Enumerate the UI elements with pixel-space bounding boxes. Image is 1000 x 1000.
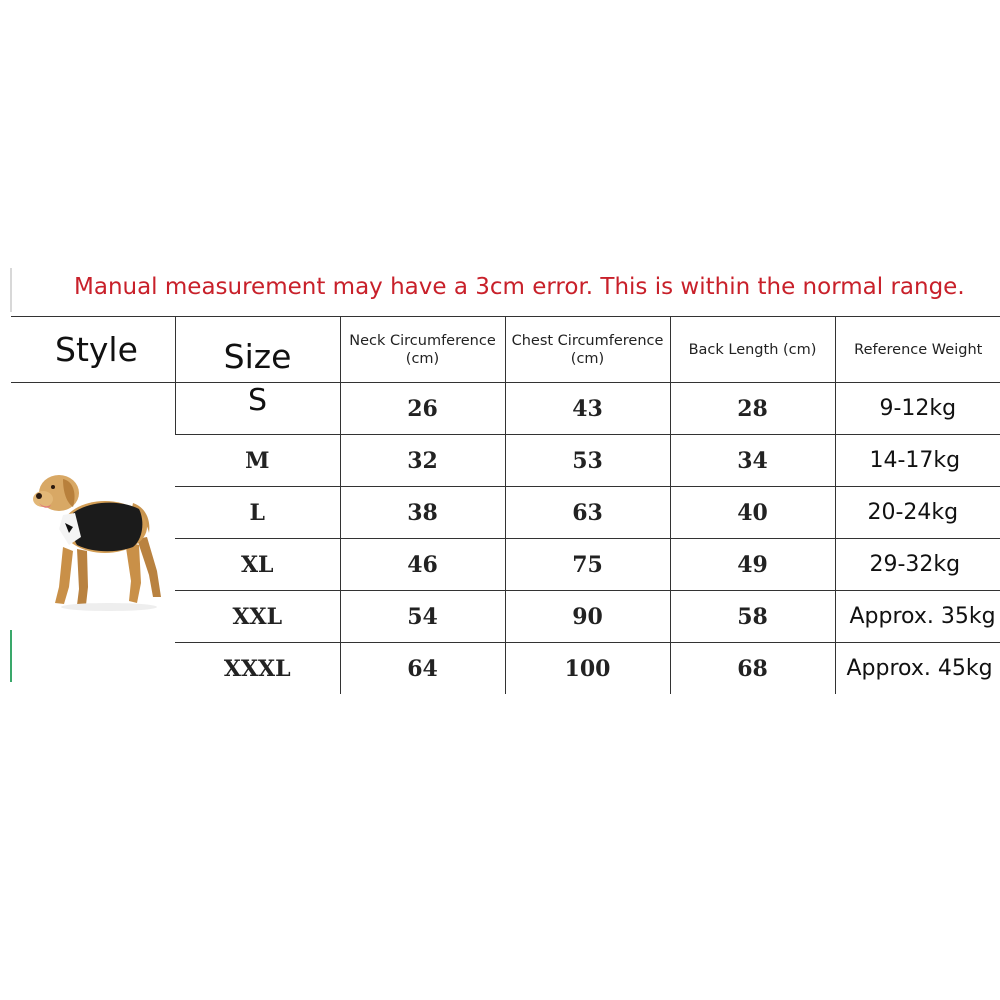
dog-tuxedo-image	[33, 463, 163, 613]
header-weight: Reference Weight	[835, 317, 1000, 383]
size-cell: S	[175, 383, 340, 435]
style-image-cell	[11, 383, 175, 695]
weight-cell: 9-12kg	[835, 383, 1000, 435]
back-cell: 49	[670, 539, 835, 591]
neck-cell: 64	[340, 643, 505, 695]
header-back: Back Length (cm)	[670, 317, 835, 383]
chest-cell: 53	[505, 435, 670, 487]
size-chart-table	[11, 316, 1000, 694]
size-cell: L	[175, 487, 340, 539]
neck-cell: 38	[340, 487, 505, 539]
chest-cell: 75	[505, 539, 670, 591]
header-row	[11, 317, 1000, 383]
back-cell: 40	[670, 487, 835, 539]
header-size: Size	[175, 317, 340, 383]
weight-cell: 29-32kg	[835, 539, 1000, 591]
size-cell: M	[175, 435, 340, 487]
weight-cell: 14-17kg	[835, 435, 1000, 487]
weight-cell: Approx. 35kg	[835, 591, 1000, 643]
back-cell: 28	[670, 383, 835, 435]
weight-cell: Approx. 45kg	[835, 643, 1000, 695]
back-cell: 68	[670, 643, 835, 695]
chest-cell: 43	[505, 383, 670, 435]
size-cell: XL	[175, 539, 340, 591]
header-chest: Chest Circumference (cm)	[505, 317, 670, 383]
back-cell: 58	[670, 591, 835, 643]
chest-cell: 100	[505, 643, 670, 695]
neck-cell: 46	[340, 539, 505, 591]
neck-cell: 32	[340, 435, 505, 487]
size-cell: XXXL	[175, 643, 340, 695]
table-row	[11, 383, 1000, 435]
neck-cell: 54	[340, 591, 505, 643]
measurement-note: Manual measurement may have a 3cm error. This is within the normal range.	[74, 274, 965, 300]
left-edge-line	[10, 268, 12, 312]
neck-cell: 26	[340, 383, 505, 435]
size-cell: XXL	[175, 591, 340, 643]
back-cell: 34	[670, 435, 835, 487]
header-style: Style	[11, 317, 175, 383]
chest-cell: 63	[505, 487, 670, 539]
chest-cell: 90	[505, 591, 670, 643]
weight-cell: 20-24kg	[835, 487, 1000, 539]
header-neck: Neck Circumference (cm)	[340, 317, 505, 383]
